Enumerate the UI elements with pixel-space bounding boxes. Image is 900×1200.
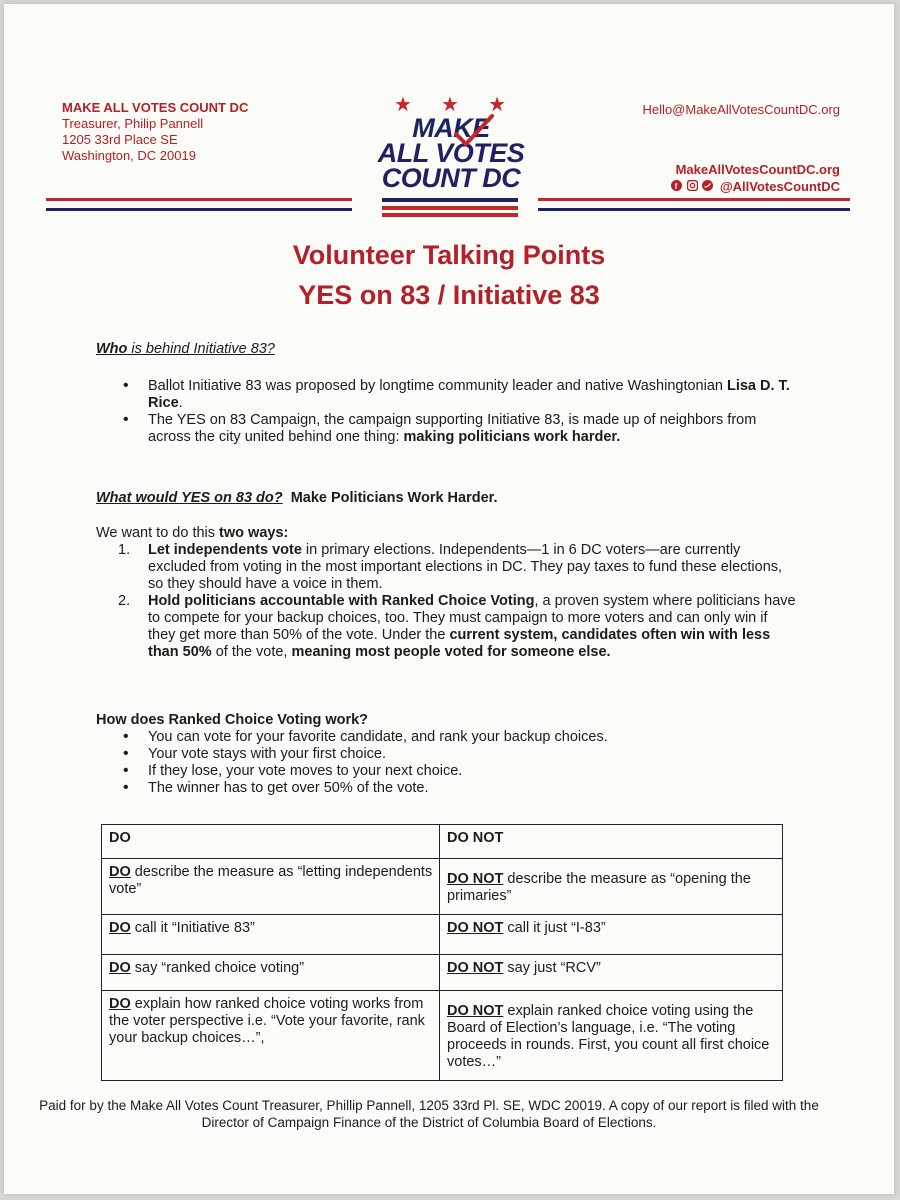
do-keyword: DO [109,996,131,1012]
who-section [96,341,796,446]
what-heading: What would YES on 83 do? Make Politicians Work Harder. [96,490,498,506]
rcv-section [96,712,796,797]
org-name: MAKE ALL VOTES COUNT DC [62,100,249,115]
cell-text: call it “Initiative 83” [130,920,255,936]
table-row [102,991,783,1081]
donot-cell [440,991,783,1081]
treasurer-line: Treasurer, Philip Pannell [62,116,204,131]
list-item: • The winner has to get over 50% of the vote. [148,780,796,797]
header-rule-left-navy [46,208,352,211]
list-item: • Ballot Initiative 83 was proposed by longtime community leader and native Washingtonian Lisa D. T. Rice. [148,378,796,412]
donot-cell [440,955,783,991]
logo-bar-red [382,213,518,217]
do-donot-table [101,824,783,1081]
cell-text: describe the measure as “letting independents vote” [109,864,433,897]
header-rule-left-red [46,198,352,201]
street-line: 1205 33rd Place SE [62,132,178,147]
do-keyword: DO [109,960,131,976]
table-row [102,915,783,955]
logo-wordmark [376,113,526,193]
do-cell [102,991,440,1081]
cell-text: say “ranked choice voting” [130,960,305,976]
return-address [62,100,248,164]
table-row [102,955,783,991]
who-heading [96,341,796,358]
star-icon: ★ [441,94,459,116]
list-item: • If they lose, your vote moves to your next choice. [148,763,796,780]
logo-line-3: COUNT DC [381,163,521,193]
cell-text: describe the measure as “opening the primaries” [447,871,751,904]
donot-keyword: DO NOT [447,1003,504,1019]
cell-text: explain ranked choice voting using the Board of Election’s language, i.e. “The voting proceeds in rounds. First, you count all first choice votes…” [447,1003,770,1070]
donot-cell [440,859,783,915]
rcv-list [96,729,796,797]
donot-keyword: DO NOT [447,871,504,887]
title-line-1: Volunteer Talking Points [292,240,606,270]
who-heading-bold: Who [96,341,128,357]
header-rule-right-red [538,198,850,201]
what-section [96,490,796,661]
do-keyword: DO [109,864,131,880]
list-item: 2. Hold politicians accountable with Ranked Choice Voting, a proven system where politicians have to compete for your backup choices, too. They must campaign to more voters and can only win if they get more than 50% of the vote. Under the current system, candidates often win with less than 50% of the vote, meaning most people voted for someone else. [118,593,796,660]
what-intro: We want to do this two ways: [96,525,289,541]
cell-text: call it just “I-83” [503,920,606,936]
logo [376,92,526,222]
do-cell [102,955,440,991]
donot-keyword: DO NOT [447,960,504,976]
rcv-heading: How does Ranked Choice Voting work? [96,712,369,728]
title-line-2: YES on 83 / Initiative 83 [298,280,600,310]
donot-column-header: DO NOT [440,825,783,859]
flyer-page [4,4,894,1194]
star-icon: ★ [488,94,506,116]
social-line [671,178,840,195]
ways-list [96,542,796,661]
svg-text:f: f [674,182,679,191]
disclaimer-footer: Paid for by the Make All Votes Count Treasurer, Phillip Pannell, 1205 33rd Pl. SE, WDC 20019. A copy of our report is filed with the Director of Campaign Finance of the District of Columbia Board of Elections. [39,1098,819,1130]
web-contact [671,161,840,195]
table-header-row [102,825,783,859]
do-keyword: DO [109,920,131,936]
instagram-icon [687,180,698,191]
cell-text: say just “RCV” [503,960,601,976]
logo-bar-navy [382,198,518,202]
social-handle[interactable]: @AllVotesCountDC [719,179,840,194]
list-item: 1. Let independents vote in primary elections. Independents—1 in 6 DC voters—are currently excluded from voting in the most important elections in DC. They pay taxes to fund these elections, so they should have a voice in them. [118,542,783,592]
list-item: • The YES on 83 Campaign, the campaign supporting Initiative 83, is made up of neighbors from across the city united behind one thing: making politicians work harder. [148,412,796,446]
do-cell [102,859,440,915]
city-line: Washington, DC 20019 [62,148,196,163]
checkmark-icon [452,112,496,148]
header-rule-right-navy [538,208,850,211]
cell-text: explain how ranked choice voting works from the voter perspective i.e. “Vote your favorite, rank your backup choices…”, [109,996,425,1046]
list-item: • You can vote for your favorite candidate, and rank your backup choices. [148,729,796,746]
list-item: • Your vote stays with your first choice. [148,746,796,763]
do-column-header: DO [102,825,440,859]
table-row [102,859,783,915]
star-icon: ★ [394,94,412,116]
logo-bar-red [382,206,518,210]
do-cell [102,915,440,955]
logo-line-2: ALL VOTES [377,138,525,168]
facebook-icon [671,180,682,191]
website-link[interactable]: MakeAllVotesCountDC.org [675,162,840,177]
donot-cell [440,915,783,955]
who-heading-rest: is behind Initiative 83? [127,341,275,357]
twitter-icon [702,180,713,191]
email-address[interactable]: Hello@MakeAllVotesCountDC.org [642,102,840,117]
who-list [96,378,796,446]
logo-line-1: MAKE [412,113,490,143]
social-icons [671,178,713,195]
donot-keyword: DO NOT [447,920,504,936]
